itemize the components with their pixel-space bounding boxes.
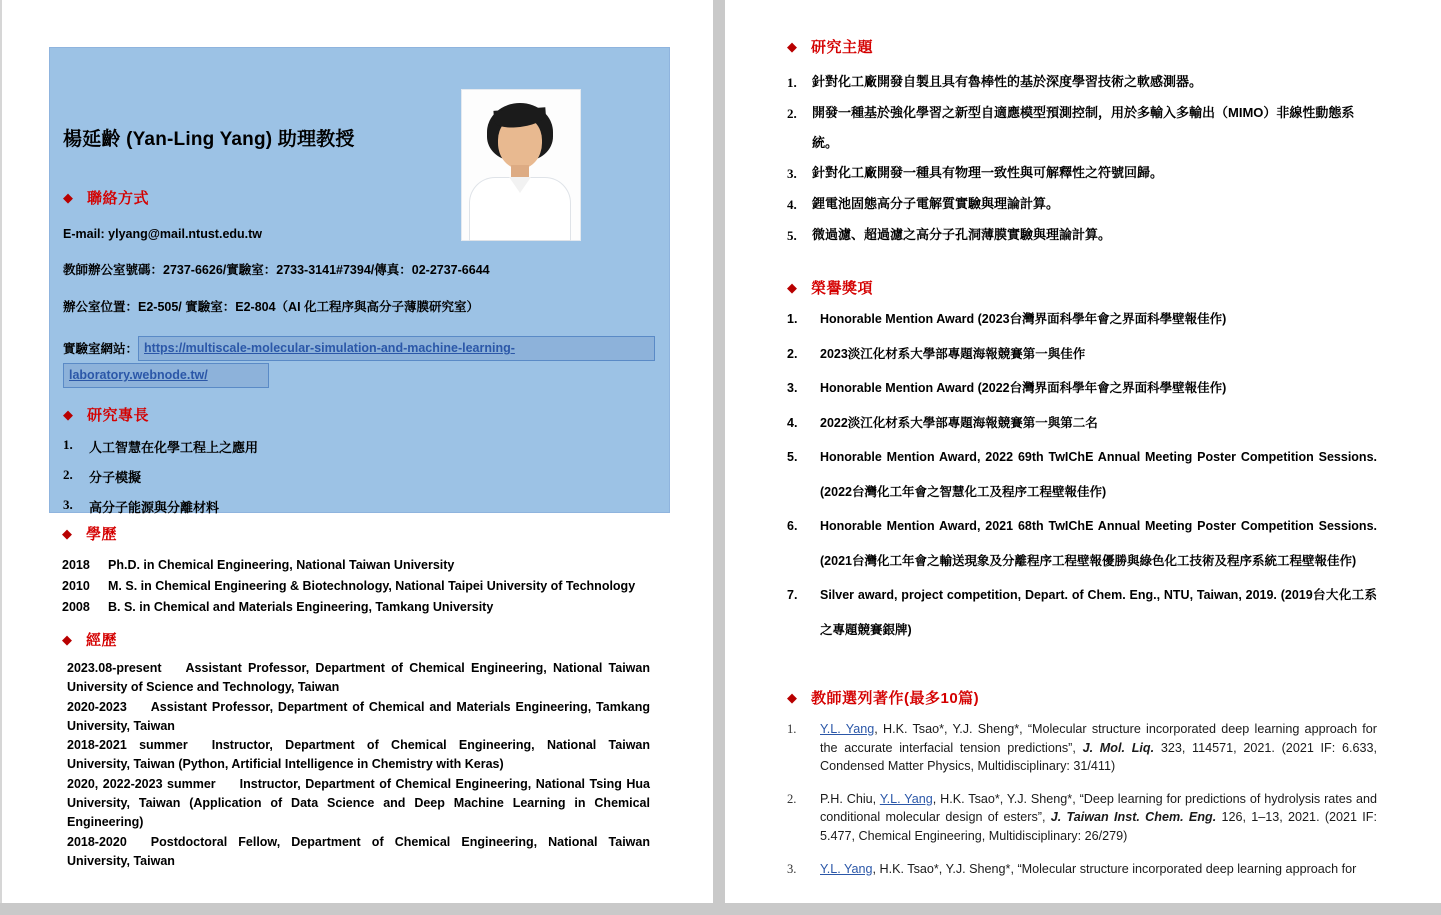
publications-list [787,720,1377,878]
publication-item [787,720,1377,776]
experience-text: Postdoctoral Fellow, Department of Chemical Engineering, National Taiwan University, Taiwan [67,834,650,868]
honors-heading-label: 榮譽獎項 [811,280,874,297]
topics-heading-label: 研究主題 [811,39,874,56]
honor-number: 5. [787,450,798,464]
diamond-bullet-icon: ◆ [62,525,72,541]
honor-item [787,406,1377,441]
topic-text: 針對化工廠開發自製且具有魯棒性的基於深度學習技術之軟感測器。 [812,74,1203,89]
honor-item [787,371,1377,406]
experience-period: 2023.08-present [67,661,162,675]
topic-number: 4. [787,197,797,212]
publication-item [787,860,1377,879]
journal-name: J. Mol. Liq. [1082,740,1155,755]
specialty-item-number: 1. [63,437,73,452]
lab-website-line [63,336,655,361]
education-text: B. S. in Chemical and Materials Engineering, Tamkang University [108,600,494,614]
topic-item [787,189,1377,220]
honor-number: 3. [787,381,798,395]
experience-period: 2020-2023 [67,699,127,714]
education-year: 2018 [62,558,90,572]
honor-text: 2022淡江化材系大學部專題海報競賽第一與第二名 [820,415,1098,430]
specialty-item [63,497,655,516]
topic-item [787,98,1377,158]
honor-text: Silver award, project competition, Depart. of Chem. Eng., NTU, Taiwan, 2019. (2019台大化工系之專題競賽銀牌) [820,588,1377,637]
experience-period: 2020, 2022-2023 summer [67,776,216,791]
publication-mid: , H.K. Tsao*, Y.J. Sheng*, “Molecular structure incorporated deep learning approach for [872,861,1357,876]
topic-text: 針對化工廠開發一種具有物理一致性與可解釋性之符號回歸。 [812,165,1164,180]
page-left [0,0,713,903]
specialty-item [63,437,655,456]
honor-text: 2023淡江化材系大學部專題海報競賽第一與佳作 [820,346,1086,361]
topic-item [787,67,1377,98]
honor-item [787,302,1377,337]
specialty-heading-label: 研究專長 [87,407,150,424]
diamond-bullet-icon: ◆ [63,406,73,422]
education-text: Ph.D. in Chemical Engineering, National Taiwan University [108,558,455,572]
lab-website-line2 [63,363,655,388]
profile-box [49,47,670,513]
publication-tail: 323, 114571, 2021. (2021 IF: 6.633, Condensed Matter Physics, Multidisciplinary: 31/411) [820,740,1377,774]
publications-section-heading [787,687,1377,708]
lab-url-link-line2[interactable]: laboratory.webnode.tw/ [69,368,208,382]
experience-text: Assistant Professor, Department of Chemical Engineering, National Taiwan University of Science and Technology, Taiwan [67,661,650,695]
author-link[interactable]: Y.L. Yang [820,722,875,736]
experience-entry [67,736,650,775]
experience-entry [67,659,650,698]
experience-section-heading [62,629,650,650]
experience-heading-label: 經歷 [86,632,118,649]
email-line: E-mail: ylyang@mail.ntust.edu.tw [63,227,263,241]
publication-number: 1. [787,722,797,736]
education-year: 2008 [62,600,90,614]
experience-period: 2018-2021 summer [67,738,188,753]
honor-text: Honorable Mention Award (2023台灣界面科學年會之界面科學壁報佳作) [820,312,1227,326]
publication-text [820,860,1356,879]
education-section-heading [62,523,650,544]
publication-number: 2. [787,791,797,806]
education-row [62,558,650,572]
honor-item [787,440,1377,509]
topics-list [787,67,1377,251]
topic-text: 開發一種基於強化學習之新型自適應模型預測控制，用於多輸入多輸出（MIMO）非線性動態系統。 [812,105,1355,150]
viewer-bottom-edge [0,903,1441,915]
author-link[interactable]: Y.L. Yang [879,791,933,806]
honor-text: Honorable Mention Award (2022台灣界面科學年會之界面科學壁報佳作) [820,381,1227,395]
topic-item [787,220,1377,251]
journal-name: J. Taiwan Inst. Chem. Eng. [1050,810,1217,825]
experience-period: 2018-2020 [67,834,127,849]
experience-entry [67,833,650,872]
specialty-item-text: 分子模擬 [89,470,142,485]
author-link[interactable]: Y.L. Yang [820,861,873,876]
honors-section-heading [787,277,1377,298]
publication-text [820,790,1377,846]
topic-text: 鋰電池固態高分子電解質實驗與理論計算。 [812,196,1060,211]
specialty-item-number: 2. [63,467,73,482]
specialty-item-number: 3. [63,497,73,512]
topic-item [787,158,1377,189]
specialty-item-text: 高分子能源與分離材料 [89,500,220,515]
office-line: 辦公室位置：E2-505/ 實驗室：E2-804（AI 化工程序與高分子薄膜研究室） [63,300,480,314]
contact-heading-label: 聯絡方式 [87,190,150,207]
topic-number: 3. [787,166,797,181]
topics-section-heading [787,36,1377,57]
honor-number: 6. [787,519,798,533]
education-year: 2010 [62,579,90,593]
professor-name: 楊延齡 (Yan-Ling Yang) 助理教授 [63,129,355,150]
page-right [725,0,1441,903]
honors-list [787,302,1377,647]
diamond-bullet-icon: ◆ [62,631,72,647]
experience-entry [67,698,650,737]
topic-number: 5. [787,228,797,243]
education-heading-label: 學歷 [86,526,118,543]
honor-item [787,578,1377,647]
experience-text: Instructor, Department of Chemical Engineering, National Tsing Hua University, Taiwan (Application of Data Science and Deep Machine Learning in Chemical Engineering) [67,776,651,830]
publication-mid: , H.K. Tsao*, Y.J. Sheng*, “Molecular structure incorporated deep learning approach for the accurate interfacial tension predictions”, [820,722,1377,755]
education-row [62,600,650,614]
publication-pre: P.H. Chiu, [820,791,880,806]
portrait-photo [461,89,581,241]
education-row [62,579,650,593]
lab-url-highlight-line1 [138,336,655,361]
lab-url-highlight-line2 [63,363,269,388]
diamond-bullet-icon: ◆ [787,38,797,54]
page-divider [713,0,725,915]
topic-text: 微過濾、超過濾之高分子孔洞薄膜實驗與理論計算。 [812,227,1112,242]
topic-number: 2. [787,106,797,121]
honor-item [787,337,1377,372]
publication-tail: 126, 1–13, 2021. (2021 IF: 5.477, Chemical Engineering, Multidisciplinary: 26/279) [820,810,1378,843]
phone-line: 教師辦公室號碼：2737-6626/實驗室：2733-3141#7394/傳真：02-2737-6644 [63,263,490,277]
left-page-lower-section [2,523,713,871]
publications-heading-label: 教師選列著作(最多10篇) [811,690,980,707]
diamond-bullet-icon: ◆ [63,189,73,205]
honor-item [787,509,1377,578]
topic-number: 1. [787,75,797,90]
specialty-list [63,437,655,516]
honor-number: 2. [787,346,798,361]
lab-url-link-line1[interactable]: https://multiscale-molecular-simulation-and-machine-learning- [144,341,515,355]
specialty-section-heading [63,404,655,425]
diamond-bullet-icon: ◆ [787,689,797,705]
education-text: M. S. in Chemical Engineering & Biotechnology, National Taipei University of Technology [108,579,636,593]
experience-text: Instructor, Department of Chemical Engineering, National Taiwan University, Taiwan (Python, Artificial Intelligence in Chemistry with Keras) [67,738,651,772]
honor-text: Honorable Mention Award, 2021 68th TwIChE Annual Meeting Poster Competition Sessions. (2021台灣化工年會之輸送現象及分離程序工程壁報優勝與綠色化工技術及程序系統工程壁報佳作) [820,519,1377,568]
experience-text: Assistant Professor, Department of Chemical and Materials Engineering, Tamkang University, Taiwan [67,699,650,733]
publication-mid: , H.K. Tsao*, Y.J. Sheng*, “Deep learning for predictions of hydrolysis rates and conditional molecular design of esters”, [820,791,1377,825]
publication-number: 3. [787,861,797,876]
education-list [62,558,650,614]
specialty-item-text: 人工智慧在化學工程上之應用 [89,440,259,455]
honor-number: 1. [787,312,798,326]
lab-website-label: 實驗室網站： [63,342,139,356]
honor-text: Honorable Mention Award, 2022 69th TwIChE Annual Meeting Poster Competition Sessions. (2022台灣化工年會之智慧化工及程序工程壁報佳作) [820,450,1377,499]
diamond-bullet-icon: ◆ [787,279,797,295]
publication-text [820,720,1377,776]
experience-entry [67,775,650,833]
publication-item [787,790,1377,846]
honor-number: 7. [787,588,798,602]
honor-number: 4. [787,415,798,430]
specialty-item [63,467,655,486]
